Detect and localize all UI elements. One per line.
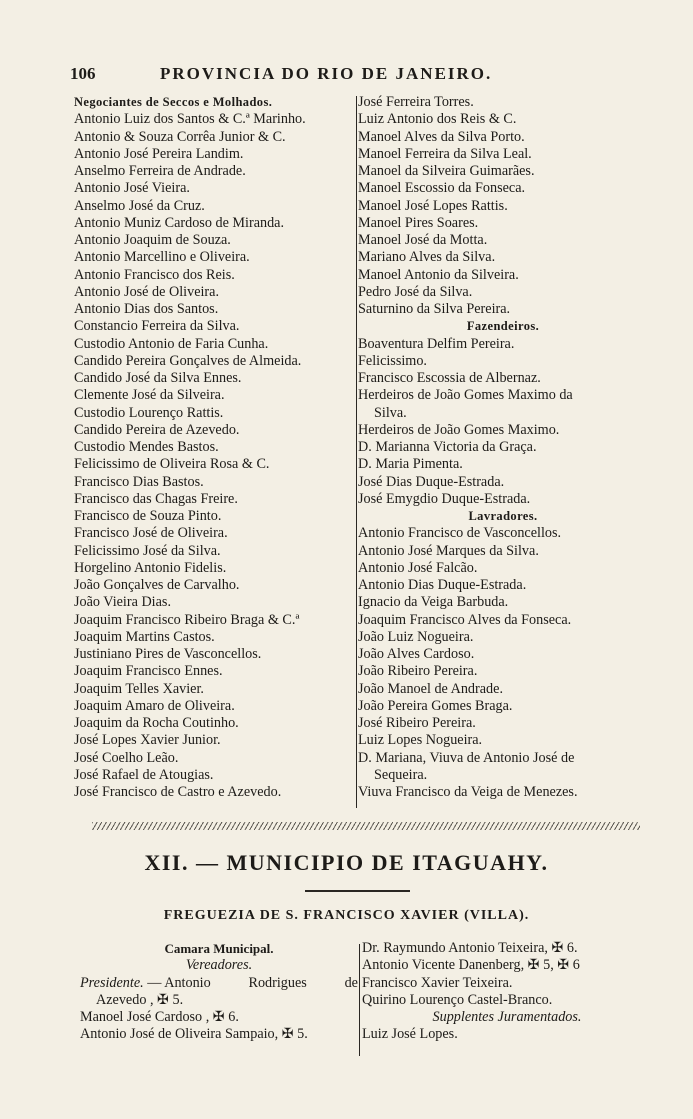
list-item: Luiz Antonio dos Reis & C. (358, 111, 517, 128)
list-item: João Alves Cardoso. (358, 646, 475, 662)
list-item: Herdeiros de João Gomes Maximo. (358, 421, 560, 438)
list-item: Candido Pereira Gonçalves de Almeida. (74, 352, 302, 369)
list-item: Manoel José Cardoso , ✠ 6. (80, 1009, 239, 1025)
lavradores-list (358, 525, 648, 749)
list-item: Justiniano Pires de Vasconcellos. (74, 646, 262, 662)
list-item: Antonio José Falcão. (358, 559, 478, 576)
list-item: Joaquim Francisco Alves da Fonseca. (358, 611, 572, 628)
list-item: Antonio Vicente Danenberg, ✠ 5, ✠ 6 (362, 957, 580, 974)
list-item: Custodio Lourenço Rattis. (74, 404, 224, 421)
list-item: Horgelino Antonio Fidelis. (74, 559, 227, 576)
list-item: D. Mariana, Viuva de Antonio José de (358, 749, 575, 766)
list-item: Antonio Dias dos Santos. (74, 301, 219, 317)
list-item: Francisco Escossia de Albernaz. (358, 370, 541, 386)
list-item-continuation: Silva. (374, 404, 407, 421)
list-item: Joaquim Martins Castos. (74, 628, 215, 645)
list-item: Antonio Muniz Cardoso de Miranda. (74, 214, 285, 231)
vereadores-list-right (362, 940, 652, 1009)
list-item: Candido José da Silva Ennes. (74, 370, 242, 386)
title-rule (305, 890, 410, 892)
list-item: Quirino Lourenço Castel-Branco. (362, 991, 553, 1008)
list-item: Manoel Escossio da Fonseca. (358, 180, 526, 197)
list-item: José Rafael de Atougias. (74, 766, 214, 783)
right-name-list (358, 94, 648, 318)
list-item: Antonio José Pereira Landim. (74, 145, 244, 162)
running-header (70, 64, 630, 88)
list-item: Ignacio da Veiga Barbuda. (358, 594, 509, 611)
list-item: Antonio José Marques da Silva. (358, 542, 539, 559)
list-item: D. Maria Pimenta. (358, 456, 463, 473)
list-item: Antonio José de Oliveira. (74, 283, 219, 300)
list-item: Francisco de Souza Pinto. (74, 508, 222, 524)
list-item: José Ferreira Torres. (358, 94, 474, 110)
list-item: Clemente José da Silveira. (74, 387, 225, 404)
presidente-name-a: — Antonio (147, 974, 211, 991)
list-item: José Dias Duque-Estrada. (358, 473, 505, 490)
list-item: Antonio & Souza Corrêa Junior & C. (74, 128, 286, 145)
left-name-list (74, 111, 356, 801)
list-item: Joaquim Amaro de Oliveira. (74, 697, 235, 714)
list-item: Luiz Lopes Nogueira. (358, 732, 483, 749)
list-item (358, 387, 648, 404)
parish-heading: FREGUEZIA DE S. FRANCISCO XAVIER (VILLA). (163, 908, 530, 923)
herdeiros-line: Herdeiros de João Gomes Maximo da (358, 387, 573, 404)
list-item: Viuva Francisco da Veiga de Menezes. (358, 784, 578, 800)
list-item: Anselmo José da Cruz. (74, 197, 205, 214)
heading-vereadores: Vereadores. (185, 957, 253, 974)
wavy-divider (92, 822, 640, 830)
list-item: Boaventura Delfim Pereira. (358, 335, 515, 352)
list-item: Dr. Raymundo Antonio Teixeira, ✠ 6. (362, 940, 578, 956)
list-item: Manoel Pires Soares. (358, 214, 479, 231)
list-item: Saturnino da Silva Pereira. (358, 301, 511, 317)
heading-negociantes: Negociantes de Seccos e Molhados. (74, 95, 273, 109)
presidente-line (80, 975, 358, 992)
list-item: Manoel José Lopes Rattis. (358, 197, 508, 214)
list-item: Manoel da Silveira Guimarães. (358, 163, 535, 179)
list-item: João Vieira Dias. (74, 594, 171, 611)
list-item: Constancio Ferreira da Silva. (74, 318, 240, 335)
list-item: Francisco Xavier Teixeira. (362, 974, 513, 991)
list-item: Antonio Dias Duque-Estrada. (358, 577, 527, 593)
list-item: José Ribeiro Pereira. (358, 715, 476, 731)
list-item: Mariano Alves da Silva. (358, 249, 496, 266)
list-item: Custodio Mendes Bastos. (74, 439, 219, 455)
heading-fazendeiros: Fazendeiros. (466, 319, 540, 334)
list-item: Antonio Marcellino e Oliveira. (74, 249, 250, 266)
heading-lavradores: Lavradores. (468, 509, 538, 523)
list-item: Antonio José Vieira. (74, 180, 190, 197)
fazendeiros-list (358, 336, 648, 388)
list-item: Anselmo Ferreira de Andrade. (74, 163, 246, 179)
list-item: João Luiz Nogueira. (358, 628, 474, 645)
right-column (358, 94, 648, 801)
presidente-name-c: de (344, 974, 358, 991)
presidente-label: Presidente. (80, 974, 144, 991)
list-item: Francisco Dias Bastos. (74, 473, 204, 490)
heading-supplentes: Supplentes Juramentados. (432, 1009, 582, 1025)
list-item: Manoel José da Motta. (358, 232, 488, 248)
heading-camara: Camara Municipal. (164, 941, 274, 956)
list-item: Candido Pereira de Azevedo. (74, 421, 240, 438)
left-column (74, 94, 356, 801)
list-item: Felicissimo de Oliveira Rosa & C. (74, 456, 270, 473)
list-item: Manoel Ferreira da Silva Leal. (358, 145, 532, 162)
list-item: Francisco José de Oliveira. (74, 525, 228, 542)
list-item: Joaquim Francisco Ribeiro Braga & C.ª (74, 611, 300, 628)
list-item: José Francisco de Castro e Azevedo. (74, 784, 282, 800)
page-number: 106 (70, 64, 96, 83)
camara-right-column (362, 940, 652, 1044)
list-item: Antonio Joaquim de Souza. (74, 232, 231, 248)
list-item: D. Marianna Victoria da Graça. (358, 439, 537, 455)
list-item: Joaquim Telles Xavier. (74, 680, 204, 697)
fazendeiros-list-more (358, 422, 648, 508)
list-item: Manoel Antonio da Silveira. (358, 266, 519, 283)
list-item: José Emygdio Duque-Estrada. (358, 490, 531, 507)
list-item: João Manoel de Andrade. (358, 680, 503, 697)
vereadores-list (80, 1009, 358, 1044)
page-title: PROVINCIA DO RIO DE JANEIRO. (160, 64, 493, 83)
supplentes-list (362, 1026, 652, 1043)
camara-left-column (80, 940, 358, 1044)
list-item: José Lopes Xavier Junior. (74, 732, 221, 749)
list-item: Luiz José Lopes. (362, 1026, 458, 1043)
list-item: João Pereira Gomes Braga. (358, 697, 513, 714)
list-item: Felicissimo José da Silva. (74, 542, 221, 559)
column-divider (356, 96, 357, 808)
list-item: Felicissimo. (358, 352, 427, 369)
list-item: Custodio Antonio de Faria Cunha. (74, 335, 269, 352)
list-item: José Coelho Leão. (74, 749, 179, 766)
list-item: João Ribeiro Pereira. (358, 663, 478, 680)
list-item: Joaquim da Rocha Coutinho. (74, 715, 239, 731)
list-item: João Gonçalves de Carvalho. (74, 577, 240, 593)
list-item: Antonio Luiz dos Santos & C.ª Marinho. (74, 111, 306, 128)
list-item: Joaquim Francisco Ennes. (74, 663, 223, 680)
list-item-continuation: Sequeira. (374, 766, 428, 783)
section-title: XII. — MUNICIPIO DE ITAGUAHY. (144, 850, 549, 875)
presidente-continuation: Azevedo , ✠ 5. (96, 991, 184, 1008)
list-item: Manoel Alves da Silva Porto. (358, 128, 525, 145)
list-item: Antonio Francisco de Vasconcellos. (358, 525, 562, 542)
presidente-name-b: Rodrigues (248, 974, 307, 991)
list-item: Pedro José da Silva. (358, 283, 473, 300)
list-item: Antonio Francisco dos Reis. (74, 266, 235, 283)
list-item: Francisco das Chagas Freire. (74, 490, 238, 507)
camara-column-divider (359, 944, 360, 1056)
list-item: Antonio José de Oliveira Sampaio, ✠ 5. (80, 1026, 308, 1043)
